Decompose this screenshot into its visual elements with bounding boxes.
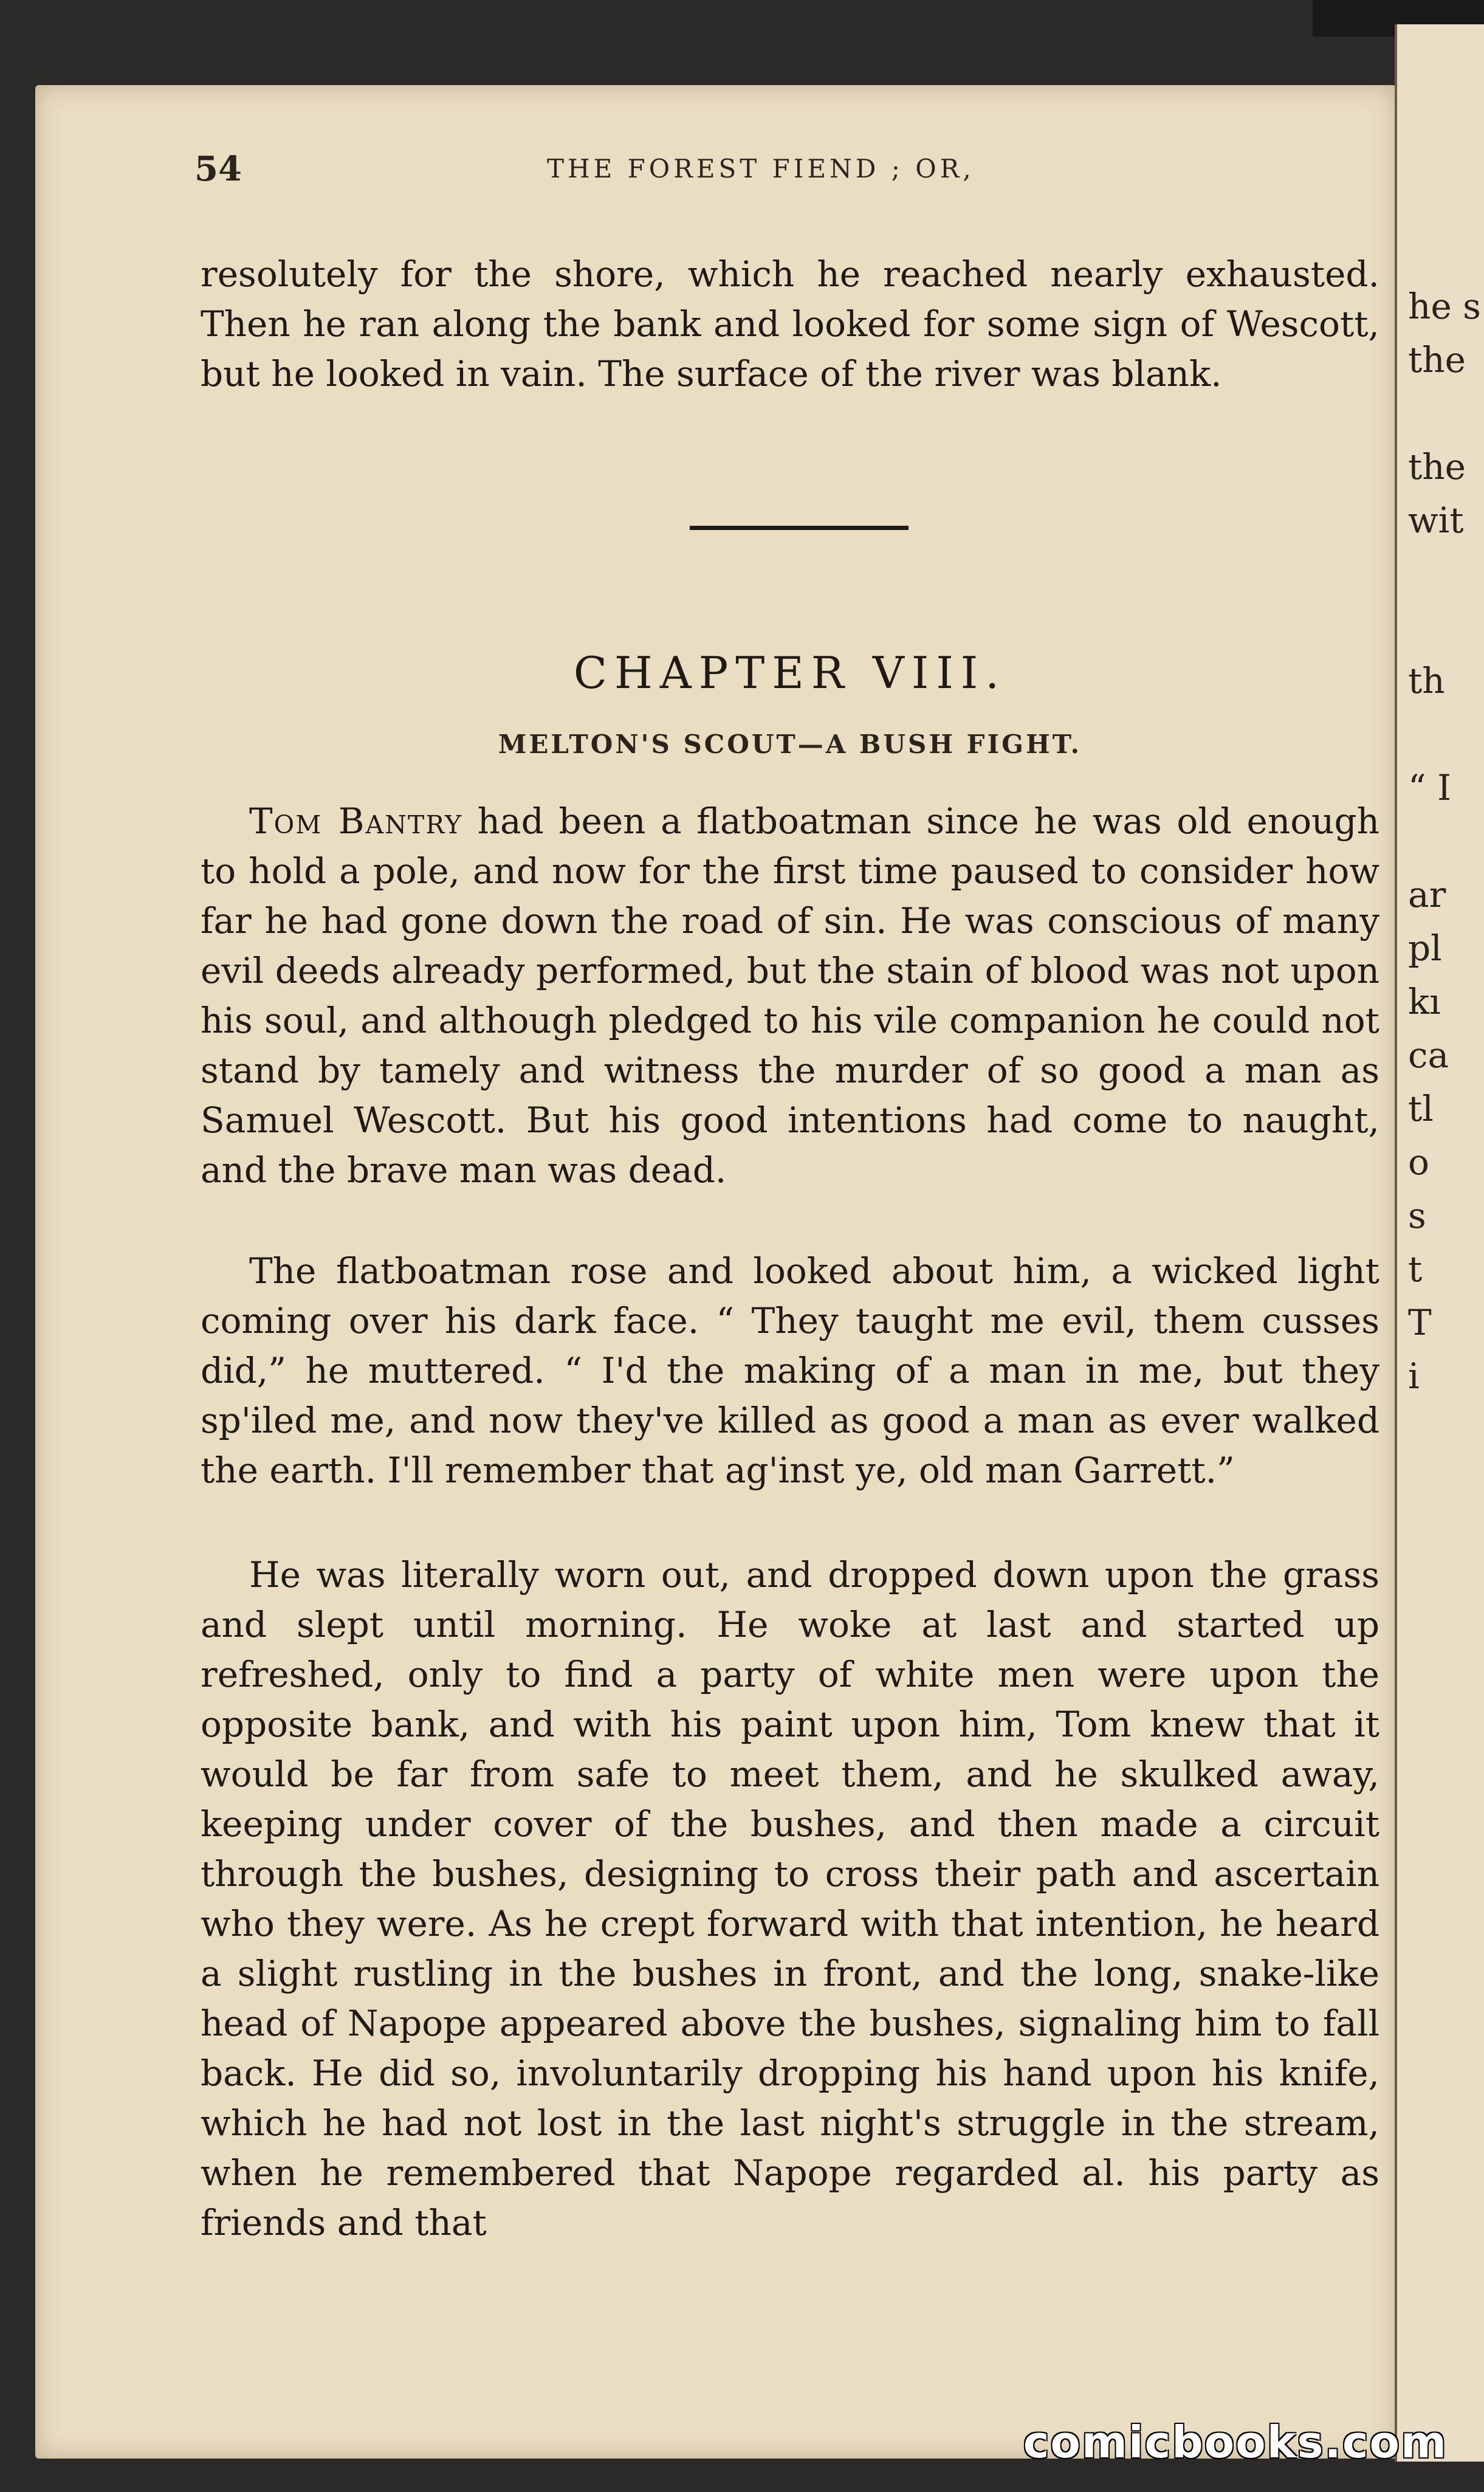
facing-page-fragment: the — [1408, 339, 1466, 380]
chapter-title: CHAPTER VIII. — [573, 647, 1007, 698]
facing-page-fragment: ar — [1408, 874, 1446, 915]
chapter-subtitle: MELTON'S SCOUT—A BUSH FIGHT. — [498, 729, 1082, 759]
paragraph-4: He was literally worn out, and dropped down upon the grass and slept until morning. He woke at last and started up refreshed, only to find a party of white men were upon the opposite bank, and with his paint upon him, Tom knew that it would be far from safe to meet them, and he skulked away, keeping under cover of the bushes, and then made a circuit through the bushes, designing to cross their path and ascertain who they were. As he crept forward with that intention, he heard a slight rustling in the bushes in front, and the long, snake-like head of Napope appeared above the bushes, signaling him to fall back. He did so, involuntarily dropping his hand upon his knife, which he had not lost in the last night's struggle in the stream, when he remembered that Napope regarded al. his party as friends and that — [201, 1554, 1379, 2243]
facing-page-fragment: kı — [1408, 981, 1441, 1022]
paragraph-3: The flatboatman rose and looked about him, a wicked light coming over his dark face. “ They taught me evil, them cusses did,” he muttered. “ I'd the making of a man in me, but they sp'iled me, and now they've killed as good a man as ever walked the earth. I'll remember that ag'inst ye, old man Garrett.” — [201, 1250, 1379, 1491]
facing-page-fragment — [1408, 814, 1481, 868]
facing-page-fragment — [1408, 387, 1481, 440]
running-title: THE FOREST FIEND ; OR, — [547, 154, 975, 184]
watermark: comicbooks.com — [1023, 2417, 1448, 2468]
facing-page-fragment: i — [1408, 1355, 1420, 1397]
facing-page-fragment: t — [1408, 1248, 1423, 1290]
paragraph-2-lead: Tom Bantry — [249, 800, 463, 842]
paragraph-2-text: had been a flatboatman since he was old enough to hold a pole, and now for the first time paused to consider how far he had gone down the road of sin. He was conscious of many evil deeds already performed, but the stain of blood was not upon his soul, and although pledged to his vile companion he could not stand by tamely and witness the murder of so good a man as Samuel Wescott. But his good intentions had come to naught, and the brave man was dead. — [201, 800, 1379, 1191]
facing-page-fragment: “ I — [1408, 767, 1451, 808]
facing-page-fragment: s — [1408, 1195, 1426, 1236]
facing-page-fragment: ca — [1408, 1034, 1449, 1076]
paragraph-1: resolutely for the shore, which he reached nearly exhausted. Then he ran along the bank and looked for some sign of Wescott, but he looked in vain. The surface of the river was blank. — [201, 253, 1379, 394]
facing-page-fragment: pl — [1408, 928, 1442, 969]
facing-page-fragment: o — [1408, 1141, 1429, 1183]
facing-page-fragment: wit — [1408, 500, 1464, 541]
facing-page-edge — [1395, 24, 1484, 2462]
facing-page-fragment: the — [1408, 446, 1466, 487]
facing-page-fragment: th — [1408, 660, 1445, 701]
page-number: 54 — [194, 149, 242, 189]
facing-page-fragment: he s — [1408, 286, 1481, 327]
facing-page-fragment: T — [1408, 1302, 1432, 1343]
facing-page-text — [1408, 280, 1481, 1403]
facing-page-fragment — [1408, 601, 1481, 654]
paragraph-2 — [201, 796, 1379, 1195]
facing-page-fragment — [1408, 547, 1481, 601]
facing-page-fragment: tl — [1408, 1088, 1434, 1129]
section-divider-rule — [690, 526, 909, 530]
facing-page-fragment — [1408, 707, 1481, 761]
